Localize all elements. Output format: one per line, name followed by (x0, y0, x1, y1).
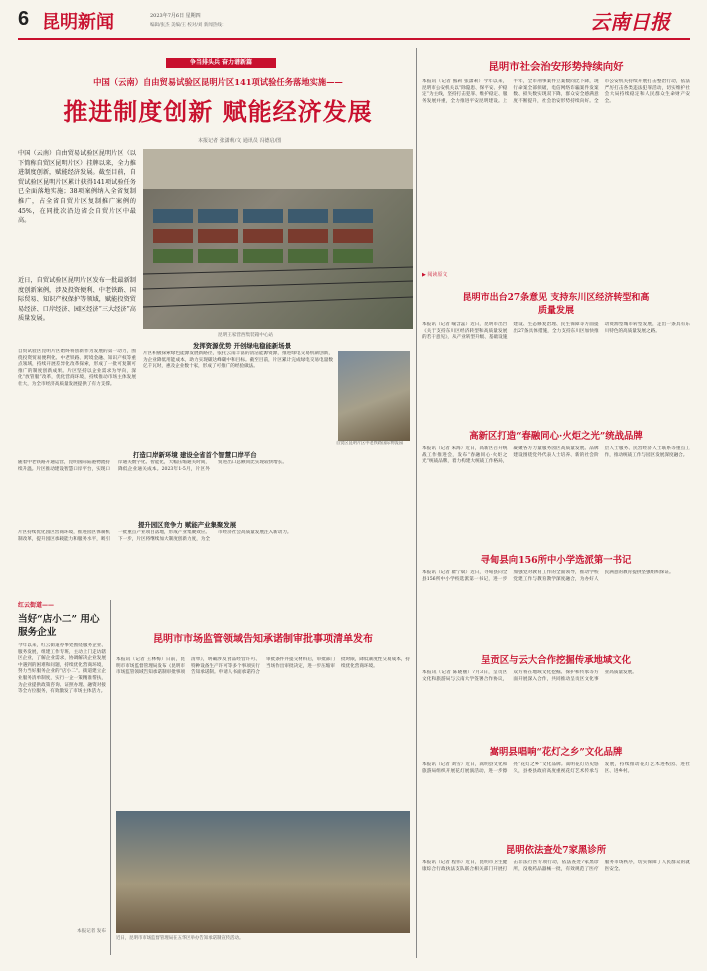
a1-more: ▶ 阅读原文 (422, 272, 448, 278)
sub3-heading: 提升园区竞争力 赋能产业集聚发展 (138, 521, 237, 529)
a7-title: 昆明依法查处7家黑诊所 (505, 845, 607, 856)
lead-body-4: 片区持续优化园区营商环境，推进园区体制机制改革，提升园区承载能力和服务水平，吸引一批重点产业项目落地，形成产业集聚效应。下一步，片区将继续加大制度创新力度，为全市经济社会高质量发展注入新动力。 (18, 530, 292, 542)
left-feature-kicker: 红云街道—— (18, 602, 55, 609)
left-feature (18, 600, 106, 960)
a6-title: 嵩明县唱响“花灯之乡”文化品牌 (489, 747, 623, 758)
lead-photo-2 (338, 351, 410, 441)
a2-body: 本报讯（记者 喻含蕊）近日，昆明市出台《关于支持东川区经济转型和高质量发展的若干意见》，从产业转型升级、基础设施建设、生态修复治理、民生保障等方面提出27条具体措施，全力支持东川区加快推动资源型城市转型发展，走出一条具有东川特色的高质量发展之路。 (422, 322, 690, 341)
column-divider (416, 48, 417, 958)
lead-photo (143, 149, 413, 329)
market-title: 昆明市市场监管领域告知承诺制审批事项清单发布 (153, 634, 373, 645)
right-column (422, 52, 690, 962)
left-feature-title: 当好“店小二” 用心服务企业 (18, 614, 100, 638)
a1-body: 本报讯（记者 熊莉 张潇莉）今年以来，昆明市公安机关以“除隐患、保平安、护稳定”为主线，坚持打击犯罪、维护稳定、服务发展并重，全力推进平安昆明建设。上半年，全市刑事案件立案数同比下降，现行命案全部侦破，电信网络诈骗案件发案数、损失数实现双下降，群众安全感满意度不断提升，社会治安形势持续向好。全市公安机关持续开展打击整治行动，依法严厉打击各类违法犯罪活动，切实维护社会大局持续稳定和人民群众生命财产安全。 (422, 79, 690, 104)
lead-kicker: 中国（云南）自由贸易试验区昆明片区141项试验任务落地实施—— (93, 77, 343, 87)
lead-intro-box (18, 149, 136, 349)
a3-title: 高新区打造“春融同心·火炬之光”统战品牌 (469, 431, 643, 442)
left-feature-divider (110, 600, 111, 955)
banner-strip: 争当排头兵 奋力谱新篇 (166, 58, 276, 68)
lead-title: 推进制度创新 赋能经济发展 (63, 98, 373, 126)
lead-intro2: 近日，自贸试验区昆明片区发布一批最新制度创新案例，涉及投资便利、中老铁路、国际贸易、知识产权保护等领域，赋能投资贸易经济、口岸经济、园区经济“三大经济”高质量发展。 (18, 277, 136, 323)
a5-title: 呈贡区与云大合作挖掘传承地域文化 (480, 655, 631, 666)
lead-intro: 中国（云南）自由贸易试验区昆明片区（以下简称自贸区昆明片区）挂牌以来，全力推进制度创新，赋能经济发展。截至目前，自贸试验区昆明片区累计获得141项试验任务已全面落地实施；38项案例纳入全省复制推广，占全省自贸片区复制推广案例的45%，在同批次沿边省会自贸片区中最高。 (18, 150, 136, 225)
page-number: 6 (18, 8, 30, 30)
market-photo-caption: 近日，昆明市市场监督管理局在五华区举办告知承诺制宣传活动。 (116, 936, 244, 941)
market-photo (116, 811, 410, 933)
masthead-rule (18, 38, 690, 40)
lead-photo-2-caption: 自贸区昆明片区中老铁路国际物流园 (336, 440, 404, 445)
editor-line: 编辑/张杰 美编/王 校对/刘 新闻热线： (150, 23, 227, 28)
left-feature-body: 今年以来，红云街道办事处围绕服务企业、服务发展，组建工作专班，主动上门走访辖区企业，了解企业需求，协调解决企业发展中遇到的困难和问题，持续优化营商环境，努力当好服务企业的“店小二”。街道建立企业服务清单制度，实行一企一策精准帮扶，为企业提供政策咨询、证照办理、融资对接等全方位服务，有效激发了市场主体活力。 (18, 643, 106, 695)
sub2-heading: 打造口岸新环境 建设全省首个智慧口岸平台 (133, 451, 257, 459)
lead-body-2: 片区积极探索绿色能源发展新路径，依托云南丰富的清洁能源资源，推进绿电交易机制创新，为企业降低用能成本，助力实现碳达峰碳中和目标。截至目前，片区累计完成绿电交易电量数亿千瓦时，惠及企业数十家，形成了可推广的经验做法。 (143, 351, 333, 370)
lead-body-1: 自贸试验区昆明片区始终将创新作为发展的第一动力，围绕投资贸易便利化、中老铁路、跨境金融、知识产权等重点领域，持续开展差异化改革探索，形成了一批可复制可推广的制度创新成果。片区坚持以企业需求为导向，深化“放管服”改革，优化营商环境，持续推动市场主体发展壮大，为全市经济高质量发展提供了有力支撑。 (18, 349, 136, 387)
left-feature-byline: 本报记者 发布 (76, 929, 106, 934)
train-yard-image (143, 149, 413, 329)
a5-body: 本报讯（记者 陈晓丽）7月3日，呈贡区文化和旅游局与云南大学签署合作协议，双方将在地域文化挖掘、保护和传承等方面开展深入合作，共同推动呈贡区文化事业高质量发展。 (422, 670, 637, 682)
issue-date: 2023年7月6日 星期四 (150, 13, 201, 19)
section-title: 昆明新闻 (42, 12, 114, 33)
market-body: 本报讯（记者 王林梅）日前，昆明市市场监督管理局发布《昆明市市场监管领域告知承诺制审批事项清单》，明确涉及食品经营许可、特种设备生产许可等多个事项实行告知承诺制。申请人书面承诺符合审批条件并提交材料后，审批部门当场作出审批决定，进一步压缩审批时限，降低制度性交易成本，持续优化营商环境。 (116, 657, 410, 676)
brand-logo: 云南日报 (590, 10, 670, 34)
a1-title: 昆明市社会治安形势持续向好 (488, 61, 624, 73)
sub1-heading: 发挥资源优势 开创绿电稳能新场景 (193, 342, 292, 350)
a6-body: 本报讯（记者 刘雪）近日，嵩明县文化和旅游局组织开展花灯展演活动，进一步擦亮“花灯之乡”文化品牌。嵩明花灯历史悠久，县委县政府高度重视花灯艺术传承与发展，持续推动花灯艺术进校园、进社区、进乡村。 (422, 762, 690, 774)
a3-body: 本报讯（记者 朱海）近日，高新区召开统战工作推进会，发布“春融同心·火炬之光”统战品牌，着力构建大统战工作格局，凝聚各方力量服务园区高质量发展。品牌建设围绕党外代表人士培养、新的社会阶层人士服务、民营经济人士联系等重点工作，推动统战工作与园区发展深度融合。 (422, 446, 690, 465)
market-story (116, 600, 410, 960)
lead-story (18, 44, 410, 584)
lead-byline: 本报记者 张潇莉/文 通讯员 冯德启/图 (198, 138, 282, 144)
a2-title: 昆明市出台27条意见 支持东川区经济转型和高质量发展 (462, 293, 650, 316)
a7-body: 本报讯（记者 程伟）近日，昆明市卫生健康综合行政执法支队联合相关部门开展打击非法行医专项行动，依法查处7家黑诊所，没收药品器械一批，有效规范了医疗服务市场秩序，切实保障了人民群众的就医安全。 (422, 860, 690, 872)
a4-body: 本报讯（记者 瞿宁斌）近日，寻甸县向全县156所中小学校选派第一书记，进一步加强党对教育工作的全面领导，推动学校党建工作与教育教学深度融合，为办好人民满意的教育提供坚强组织保证。 (422, 570, 674, 582)
lead-body-3: 随着中老铁路开通运营，昆明国际陆港物流持续升温。片区推动建设智慧口岸平台，实现口岸通关数字化、智能化，大幅压缩通关时间，降低企业通关成本。2023年1-5月，片区外贸进出口总额同比实现较快增长。 (18, 460, 287, 472)
a4-title: 寻甸县向156所中小学选派第一书记 (480, 555, 632, 566)
masthead (0, 0, 707, 50)
lead-photo-caption: 昆明王家营西集装箱中心站 (218, 333, 274, 338)
